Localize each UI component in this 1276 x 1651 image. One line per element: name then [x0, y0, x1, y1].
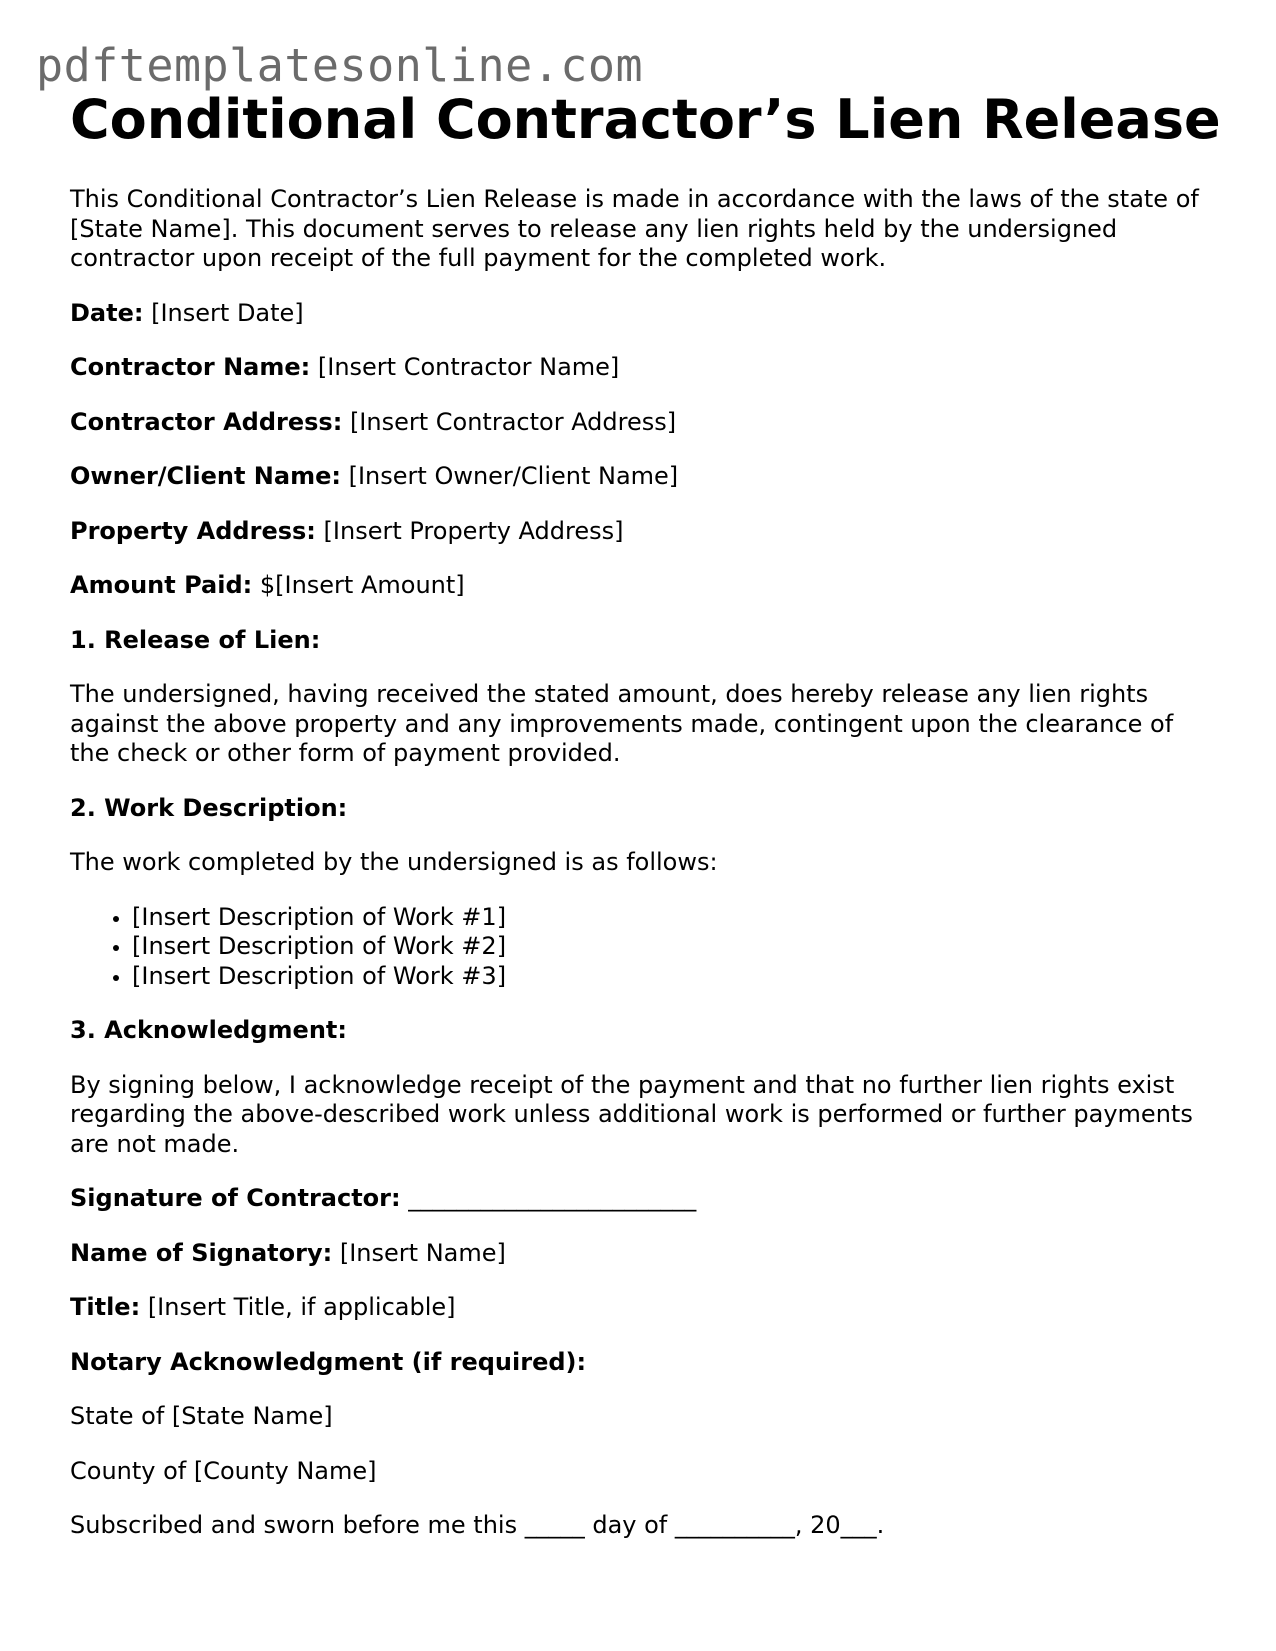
- section-2-text: The work completed by the undersigned is as follows:: [70, 848, 718, 876]
- list-item: • [Insert Description of Work #3]: [132, 962, 1220, 992]
- document-title: Conditional Contractor’s Lien Release: [70, 88, 1221, 151]
- owner-client-name-field: [70, 462, 1220, 492]
- title-field: [70, 1293, 1220, 1323]
- owner-client-name-label: Owner/Client Name:: [70, 462, 341, 490]
- section-1-text: The undersigned, having received the stated amount, does hereby release any lien rights against the above property and any improvements made, contingent upon the clearance of the check or other form of payment provided.: [70, 680, 1174, 767]
- signatory-label: Name of Signatory:: [70, 1238, 333, 1267]
- amount-paid-label: Amount Paid:: [70, 571, 253, 599]
- amount-paid-field: [70, 571, 1220, 601]
- notary-sworn-line: Subscribed and sworn before me this _____ day of __________, 20___.: [70, 1511, 885, 1539]
- notary-state: State of [State Name]: [70, 1402, 333, 1430]
- contractor-address-field: [70, 408, 1220, 438]
- date-field: [70, 299, 1220, 329]
- property-address-value: [Insert Property Address]: [323, 516, 624, 545]
- date-value: [Insert Date]: [151, 298, 304, 327]
- contractor-address-value: [Insert Contractor Address]: [349, 407, 677, 436]
- intro-paragraph: This Conditional Contractor’s Lien Release is made in accordance with the laws of the state of [State Name]. This document serves to release any lien rights held by the undersigned contractor upon receipt of the full payment for the completed work.: [70, 185, 1199, 272]
- list-item: • [Insert Description of Work #2]: [132, 932, 1220, 962]
- signatory-value: [Insert Name]: [339, 1238, 506, 1267]
- signatory-field: [70, 1239, 1220, 1269]
- owner-client-name-value: [Insert Owner/Client Name]: [348, 462, 679, 490]
- title-label: Title:: [70, 1293, 141, 1321]
- contractor-name-label: Contractor Name:: [70, 353, 311, 381]
- watermark: pdftemplatesonline.com: [36, 39, 644, 92]
- list-item: • [Insert Description of Work #1]: [132, 903, 1220, 933]
- notary-county: County of [County Name]: [70, 1456, 377, 1485]
- signature-line: ________________________: [408, 1184, 697, 1212]
- signature-field: [70, 1184, 1220, 1214]
- section-3-heading: 3. Acknowledgment:: [70, 1016, 347, 1044]
- amount-paid-value: $[Insert Amount]: [259, 571, 465, 599]
- contractor-address-label: Contractor Address:: [70, 407, 343, 436]
- contractor-name-field: [70, 353, 1220, 383]
- signature-label: Signature of Contractor:: [70, 1184, 401, 1212]
- title-value: [Insert Title, if applicable]: [147, 1293, 456, 1321]
- work-description-list: [70, 903, 1220, 992]
- section-3-text: By signing below, I acknowledge receipt of the payment and that no further lien rights exist regarding the above-described work unless additional work is performed or further payments are not made.: [70, 1070, 1193, 1158]
- date-label: Date:: [70, 298, 144, 327]
- notary-heading: Notary Acknowledgment (if required):: [70, 1347, 587, 1376]
- section-2-heading: 2. Work Description:: [70, 793, 348, 822]
- section-1-heading: 1. Release of Lien:: [70, 625, 321, 654]
- property-address-field: [70, 517, 1220, 547]
- property-address-label: Property Address:: [70, 516, 316, 545]
- contractor-name-value: [Insert Contractor Name]: [317, 353, 620, 381]
- document-page: [70, 88, 1220, 1541]
